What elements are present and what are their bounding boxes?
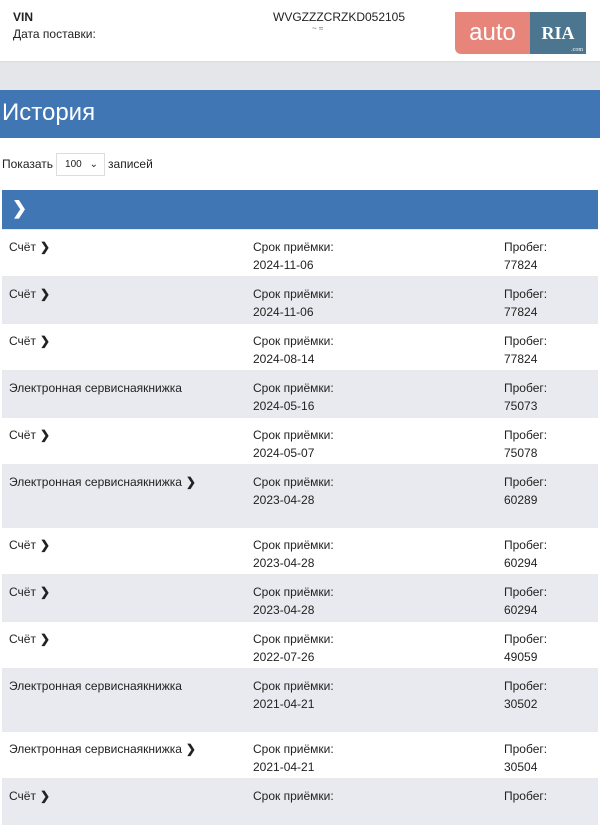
mileage-label: Пробег: bbox=[504, 789, 548, 803]
autoria-logo[interactable] bbox=[455, 12, 586, 54]
table-row[interactable] bbox=[2, 417, 598, 464]
chevron-right-icon[interactable]: ❯ bbox=[39, 287, 51, 301]
mileage-value: 77824 bbox=[504, 352, 538, 366]
mileage-cell bbox=[504, 740, 598, 778]
date-value: 2024-05-07 bbox=[253, 446, 315, 460]
date-value: 2023-04-28 bbox=[253, 493, 315, 507]
mileage-label: Пробег: bbox=[504, 287, 548, 301]
chevron-right-icon[interactable]: ❯ bbox=[39, 632, 51, 646]
table-row[interactable] bbox=[2, 323, 598, 370]
mileage-label: Пробег: bbox=[504, 428, 548, 442]
record-type[interactable]: Счёт ❯ bbox=[9, 334, 51, 348]
vehicle-header bbox=[0, 0, 600, 62]
chevron-right-icon[interactable]: ❯ bbox=[39, 538, 51, 552]
table-row[interactable] bbox=[2, 731, 598, 778]
mileage-value: 60289 bbox=[504, 493, 538, 507]
mileage-cell bbox=[504, 379, 598, 417]
date-label: Срок приёмки: bbox=[253, 585, 334, 599]
record-type[interactable]: Счёт ❯ bbox=[9, 789, 51, 803]
table-row[interactable] bbox=[2, 276, 598, 323]
mileage-value: 77824 bbox=[504, 258, 538, 272]
logo-auto: auto bbox=[455, 12, 530, 54]
chevron-right-icon[interactable]: ❯ bbox=[39, 334, 51, 348]
table-row[interactable] bbox=[2, 370, 598, 417]
date-label: Срок приёмки: bbox=[253, 789, 334, 803]
date-cell bbox=[253, 426, 504, 464]
page-length-control bbox=[0, 138, 600, 190]
records-label: записей bbox=[108, 157, 153, 171]
date-label: Срок приёмки: bbox=[253, 334, 334, 348]
mileage-label: Пробег: bbox=[504, 585, 548, 599]
mileage-cell bbox=[504, 238, 598, 276]
table-row[interactable] bbox=[2, 464, 598, 527]
logo-ria: RIA .com bbox=[530, 12, 586, 54]
page-length-select[interactable]: 100 ⌄ bbox=[56, 153, 105, 176]
spacer bbox=[0, 62, 600, 90]
date-label: Срок приёмки: bbox=[253, 632, 334, 646]
record-type: Электронная сервиснаякнижка bbox=[9, 679, 182, 693]
table-row[interactable] bbox=[2, 527, 598, 574]
table-header[interactable] bbox=[2, 190, 598, 229]
date-value: 2024-11-06 bbox=[253, 258, 314, 272]
date-label: Срок приёмки: bbox=[253, 240, 334, 254]
mileage-cell bbox=[504, 787, 598, 825]
mileage-label: Пробег: bbox=[504, 679, 548, 693]
date-cell bbox=[253, 285, 504, 323]
date-label: Срок приёмки: bbox=[253, 475, 334, 489]
page-title: История bbox=[0, 90, 600, 138]
chevron-down-icon: ⌄ bbox=[89, 158, 99, 170]
chevron-right-icon[interactable]: ❯ bbox=[39, 789, 51, 803]
mileage-label: Пробег: bbox=[504, 742, 548, 756]
chevron-right-icon[interactable]: ❯ bbox=[39, 428, 51, 442]
date-label: Срок приёмки: bbox=[253, 381, 334, 395]
mileage-value: 75073 bbox=[504, 399, 538, 413]
date-value: 2024-11-06 bbox=[253, 305, 314, 319]
table-row[interactable] bbox=[2, 229, 598, 276]
mileage-label: Пробег: bbox=[504, 240, 548, 254]
history-table bbox=[0, 229, 600, 825]
date-label: Срок приёмки: bbox=[253, 679, 334, 693]
mileage-label: Пробег: bbox=[504, 632, 548, 646]
record-type[interactable]: Счёт ❯ bbox=[9, 240, 51, 254]
chevron-right-icon[interactable]: ❯ bbox=[39, 585, 51, 599]
record-type: Электронная сервиснаякнижка bbox=[9, 381, 182, 395]
mileage-value: 49059 bbox=[504, 650, 538, 664]
date-value: 2024-08-14 bbox=[253, 352, 315, 366]
date-value: 2022-07-26 bbox=[253, 650, 315, 664]
date-label: Срок приёмки: bbox=[253, 538, 334, 552]
record-type[interactable]: Счёт ❯ bbox=[9, 632, 51, 646]
vin-label: VIN bbox=[13, 10, 34, 24]
date-label: Срок приёмки: bbox=[253, 287, 334, 301]
mileage-label: Пробег: bbox=[504, 381, 548, 395]
date-cell bbox=[253, 473, 504, 527]
date-value: 2023-04-28 bbox=[253, 603, 315, 617]
chevron-right-icon[interactable]: ❯ bbox=[185, 742, 196, 756]
mileage-cell bbox=[504, 583, 598, 621]
mileage-cell bbox=[504, 536, 598, 574]
table-row[interactable] bbox=[2, 621, 598, 668]
table-row[interactable] bbox=[2, 778, 598, 825]
mileage-cell bbox=[504, 332, 598, 370]
show-label: Показать bbox=[2, 157, 54, 171]
date-cell bbox=[253, 583, 504, 621]
date-value: 2021-04-21 bbox=[253, 760, 315, 774]
vin-value: WVGZZZCRZKD052105 bbox=[273, 10, 406, 24]
mileage-cell bbox=[504, 426, 598, 464]
date-cell bbox=[253, 787, 504, 825]
record-type[interactable]: Счёт ❯ bbox=[9, 287, 51, 301]
date-cell bbox=[253, 740, 504, 778]
date-cell bbox=[253, 677, 504, 731]
chevron-right-icon: ❯ bbox=[12, 198, 28, 218]
mileage-value: 30502 bbox=[504, 697, 538, 711]
mileage-value: 77824 bbox=[504, 305, 538, 319]
delivery-date-value: ~ ≈ bbox=[312, 24, 324, 33]
date-cell bbox=[253, 536, 504, 574]
mileage-label: Пробег: bbox=[504, 538, 548, 552]
table-row[interactable] bbox=[2, 668, 598, 731]
mileage-value: 60294 bbox=[504, 556, 538, 570]
record-type[interactable]: Счёт ❯ bbox=[9, 428, 51, 442]
mileage-value: 75078 bbox=[504, 446, 538, 460]
mileage-cell bbox=[504, 630, 598, 668]
date-cell bbox=[253, 332, 504, 370]
mileage-value: 60294 bbox=[504, 603, 538, 617]
mileage-cell bbox=[504, 473, 598, 527]
delivery-date-label: Дата поставки: bbox=[13, 27, 96, 41]
date-cell bbox=[253, 238, 504, 276]
record-type[interactable]: Электронная сервиснаякнижка ❯ bbox=[9, 475, 196, 489]
mileage-label: Пробег: bbox=[504, 475, 548, 489]
date-cell bbox=[253, 379, 504, 417]
record-type[interactable]: Счёт ❯ bbox=[9, 585, 51, 599]
chevron-right-icon[interactable]: ❯ bbox=[39, 240, 51, 254]
date-cell bbox=[253, 630, 504, 668]
date-value: 2021-04-21 bbox=[253, 697, 315, 711]
mileage-label: Пробег: bbox=[504, 334, 548, 348]
record-type[interactable]: Счёт ❯ bbox=[9, 538, 51, 552]
date-label: Срок приёмки: bbox=[253, 742, 334, 756]
record-type[interactable]: Электронная сервиснаякнижка ❯ bbox=[9, 742, 196, 756]
mileage-value: 30504 bbox=[504, 760, 538, 774]
mileage-cell bbox=[504, 677, 598, 731]
date-label: Срок приёмки: bbox=[253, 428, 334, 442]
date-value: 2023-04-28 bbox=[253, 556, 315, 570]
table-row[interactable] bbox=[2, 574, 598, 621]
date-value: 2024-05-16 bbox=[253, 399, 315, 413]
chevron-right-icon[interactable]: ❯ bbox=[185, 475, 196, 489]
mileage-cell bbox=[504, 285, 598, 323]
